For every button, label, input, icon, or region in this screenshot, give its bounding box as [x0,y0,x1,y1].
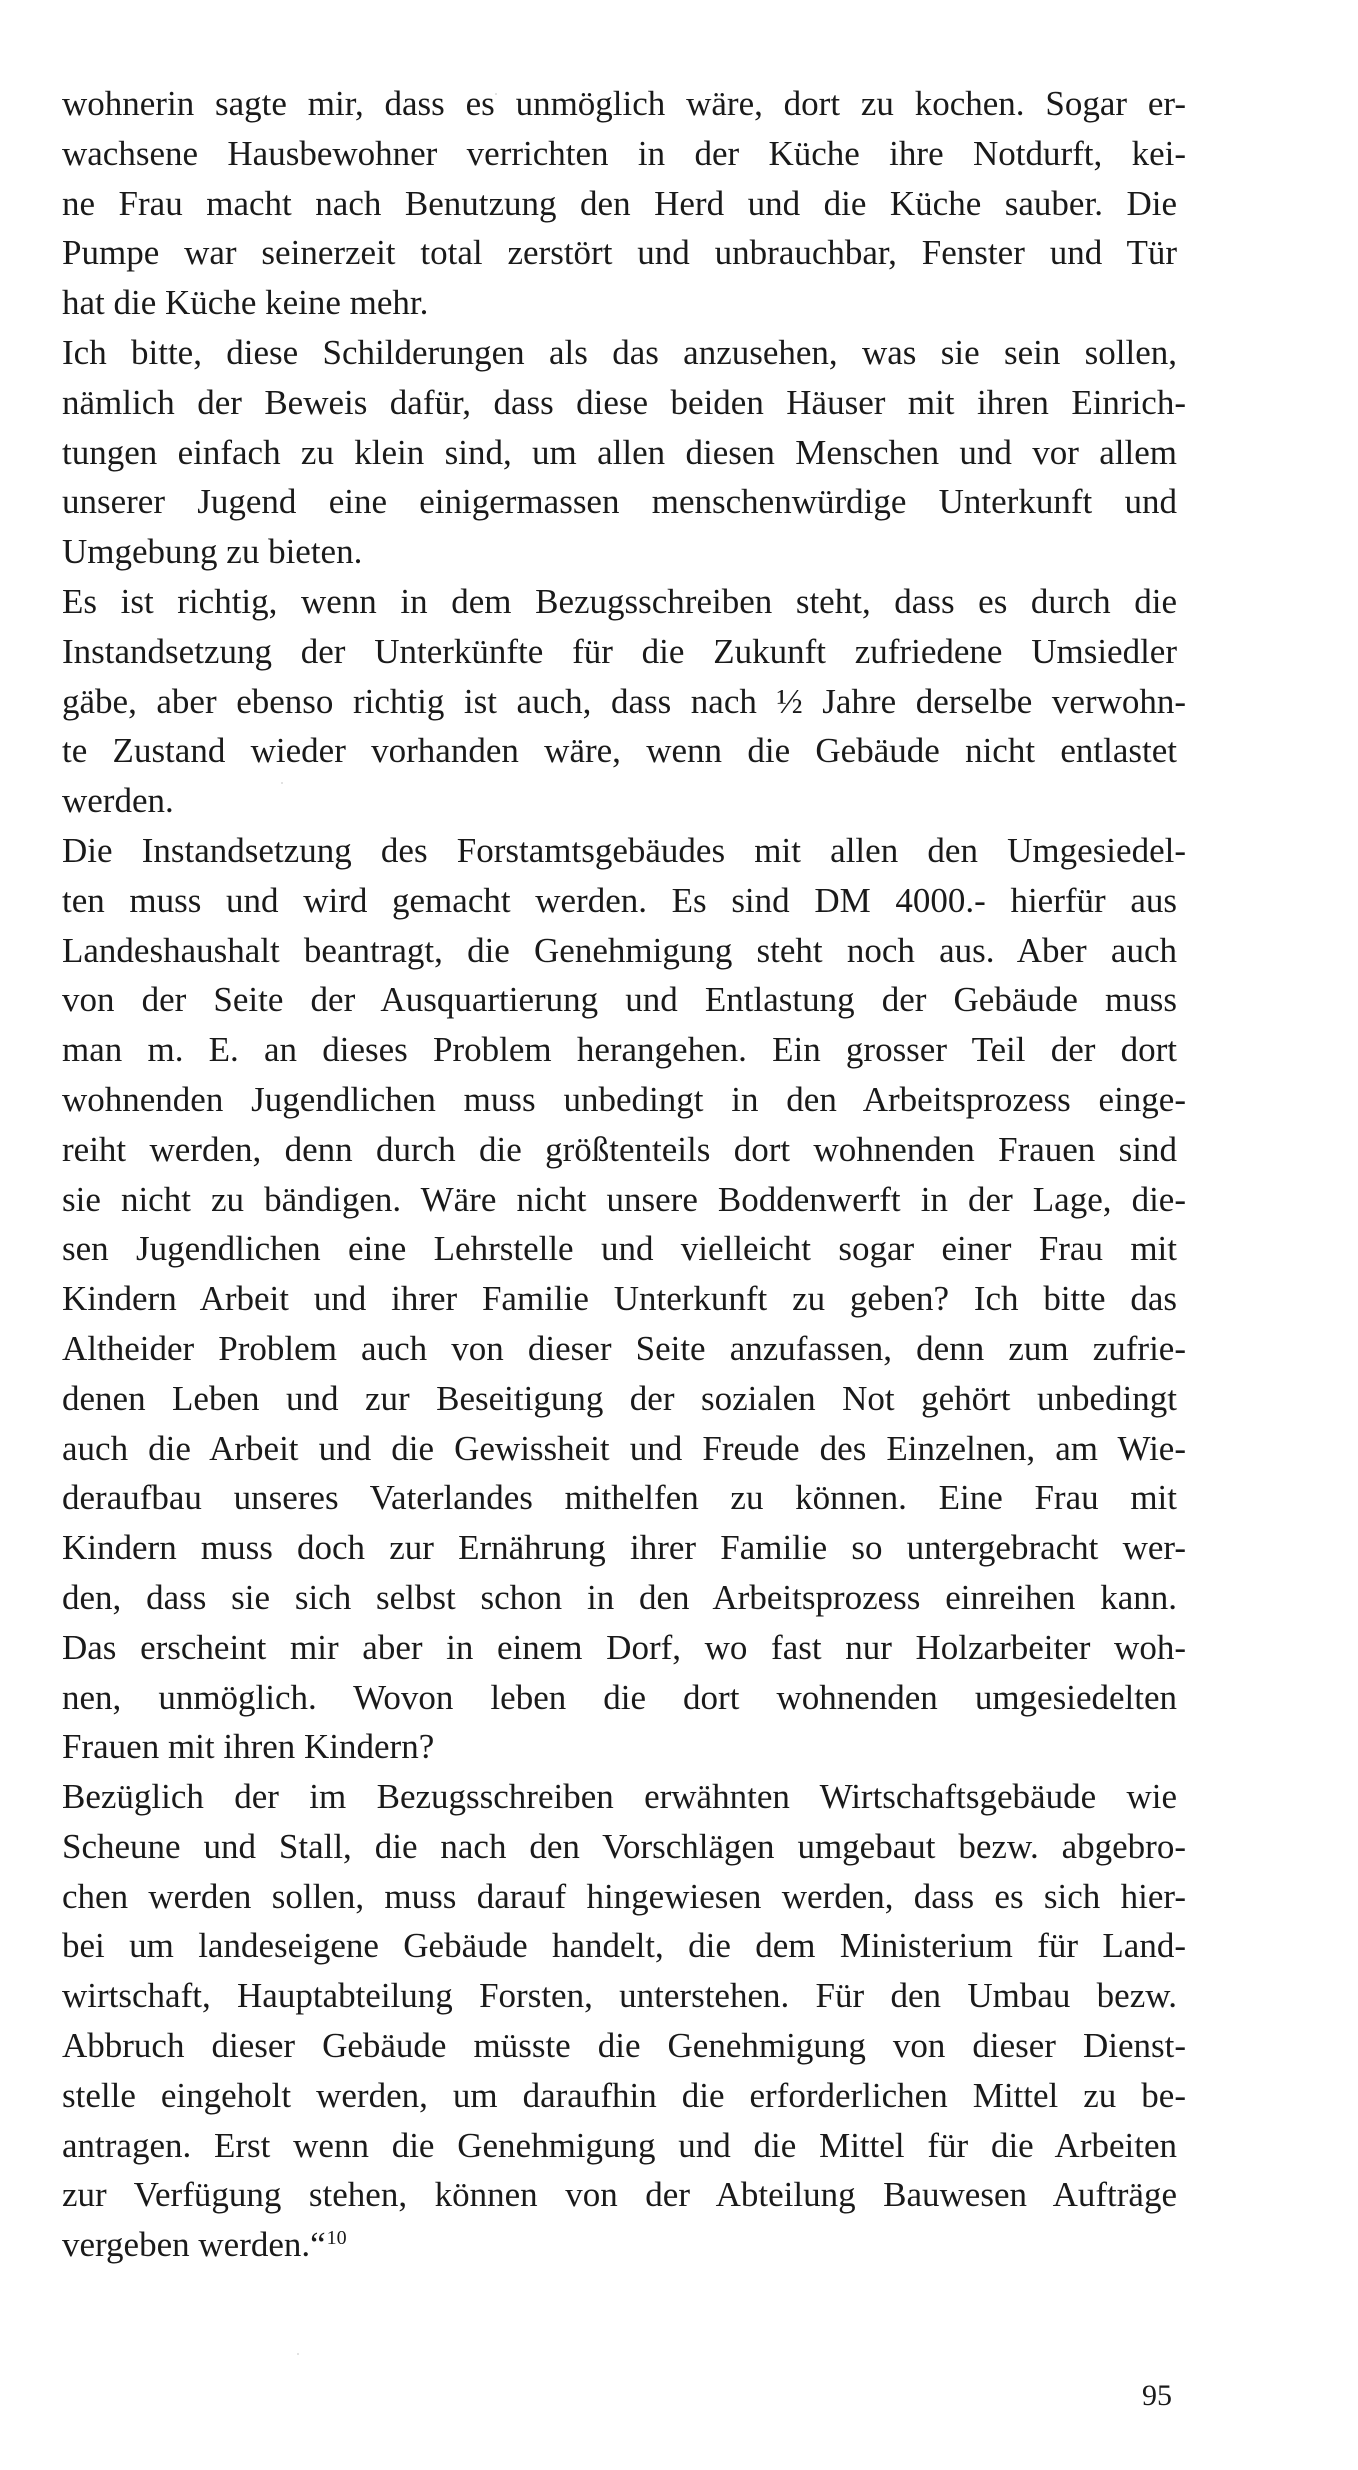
text-line: Ich bitte, diese Schilderungen als das anzusehen, was sie sein sollen, [62,332,1177,372]
text-line: Die Instandsetzung des Forstamtsgebäudes mit allen den Umgesiedel- [62,830,1186,870]
text-line: bei um landeseigene Gebäude handelt, die dem Ministerium für Land- [62,1926,1186,1966]
page-number: 95 [1142,2379,1172,2412]
text-line: Das erscheint mir aber in einem Dorf, wo fast nur Holzarbeiter woh- [62,1627,1186,1667]
body-text [62,79,1186,2270]
text-line: Frauen mit ihren Kindern? [62,1727,435,1767]
text-line: nämlich der Beweis dafür, dass diese beiden Häuser mit ihren Einrich- [62,382,1186,422]
paragraph [62,79,1186,328]
text-line: Landeshaushalt beantragt, die Genehmigung steht noch aus. Aber auch [62,930,1177,970]
text-line: man m. E. an dieses Problem herangehen. Ein grosser Teil der dort [62,1030,1177,1070]
text-line: Kindern Arbeit und ihrer Familie Unterkunft zu geben? Ich bitte das [62,1279,1177,1319]
text-line: Altheider Problem auch von dieser Seite anzufassen, denn zum zufrie- [62,1328,1186,1368]
text-line: unserer Jugend eine einigermassen menschenwürdige Unterkunft und [62,482,1177,522]
text-line: wohnerin sagte mir, dass es unmöglich wäre, dort zu kochen. Sogar er- [62,84,1186,123]
text-line: tungen einfach zu klein sind, um allen diesen Menschen und vor allem [62,432,1177,472]
text-line: Pumpe war seinerzeit total zerstört und unbrauchbar, Fenster und Tür [62,233,1177,273]
text-line: den, dass sie sich selbst schon in den Arbeitsprozess einreihen kann. [62,1577,1177,1617]
text-line: Kindern muss doch zur Ernährung ihrer Familie so untergebracht wer- [62,1528,1186,1568]
text-line: sen Jugendlichen eine Lehrstelle und vielleicht sogar einer Frau mit [62,1229,1177,1269]
text-line: te Zustand wieder vorhanden wäre, wenn die Gebäude nicht entlastet [62,731,1177,771]
paragraph [62,577,1186,826]
text-line: sie nicht zu bändigen. Wäre nicht unsere Boddenwerft in der Lage, die- [62,1179,1186,1219]
text-line-content: vergeben werden.“ [62,2225,326,2265]
text-line: ne Frau macht nach Benutzung den Herd und die Küche sauber. Die [62,183,1177,223]
text-line: Instandsetzung der Unterkünfte für die Zukunft zufriedene Umsiedler [62,631,1177,671]
text-line: reiht werden, denn durch die größtenteils dort wohnenden Frauen sind [62,1129,1177,1169]
text-line: zur Verfügung stehen, können von der Abteilung Bauwesen Aufträge [62,2175,1177,2215]
text-line [62,2220,1177,2270]
text-line: Es ist richtig, wenn in dem Bezugsschreiben steht, dass es durch die [62,581,1177,621]
paragraph [62,1772,1186,2270]
paragraph [62,826,1186,1772]
scan-speck [297,2353,299,2355]
text-line: Bezüglich der im Bezugsschreiben erwähnten Wirtschaftsgebäude wie [62,1777,1177,1817]
text-line: Scheune und Stall, die nach den Vorschlägen umgebaut bezw. abgebro- [62,1826,1186,1866]
text-line: wohnenden Jugendlichen muss unbedingt in den Arbeitsprozess einge- [62,1079,1186,1119]
text-line: auch die Arbeit und die Gewissheit und Freude des Einzelnen, am Wie- [62,1428,1186,1468]
text-line: antragen. Erst wenn die Genehmigung und die Mittel für die Arbeiten [62,2125,1177,2165]
text-line: hat die Küche keine mehr. [62,283,429,323]
paragraph [62,328,1186,577]
text-line: denen Leben und zur Beseitigung der sozialen Not gehört unbedingt [62,1378,1177,1418]
text-line: von der Seite der Ausquartierung und Entlastung der Gebäude muss [62,980,1177,1020]
text-line: chen werden sollen, muss darauf hingewiesen werden, dass es sich hier- [62,1876,1186,1916]
footnote-reference[interactable]: 10 [326,2227,347,2250]
text-line: deraufbau unseres Vaterlandes mithelfen zu können. Eine Frau mit [62,1478,1177,1518]
text-line: wirtschaft, Hauptabteilung Forsten, unterstehen. Für den Umbau bezw. [62,1976,1177,2016]
text-line: Umgebung zu bieten. [62,532,363,572]
text-line: gäbe, aber ebenso richtig ist auch, dass nach ½ Jahre derselbe verwohn- [62,681,1186,721]
text-line: Abbruch dieser Gebäude müsste die Genehmigung von dieser Dienst- [62,2026,1186,2066]
text-line: ten muss und wird gemacht werden. Es sind DM 4000.- hierfür aus [62,880,1177,920]
text-line: stelle eingeholt werden, um daraufhin die erforderlichen Mittel zu be- [62,2075,1186,2115]
text-line: wachsene Hausbewohner verrichten in der Küche ihre Notdurft, kei- [62,133,1186,173]
text-line: nen, unmöglich. Wovon leben die dort wohnenden umgesiedelten [62,1677,1177,1717]
text-line: werden. [62,781,174,821]
